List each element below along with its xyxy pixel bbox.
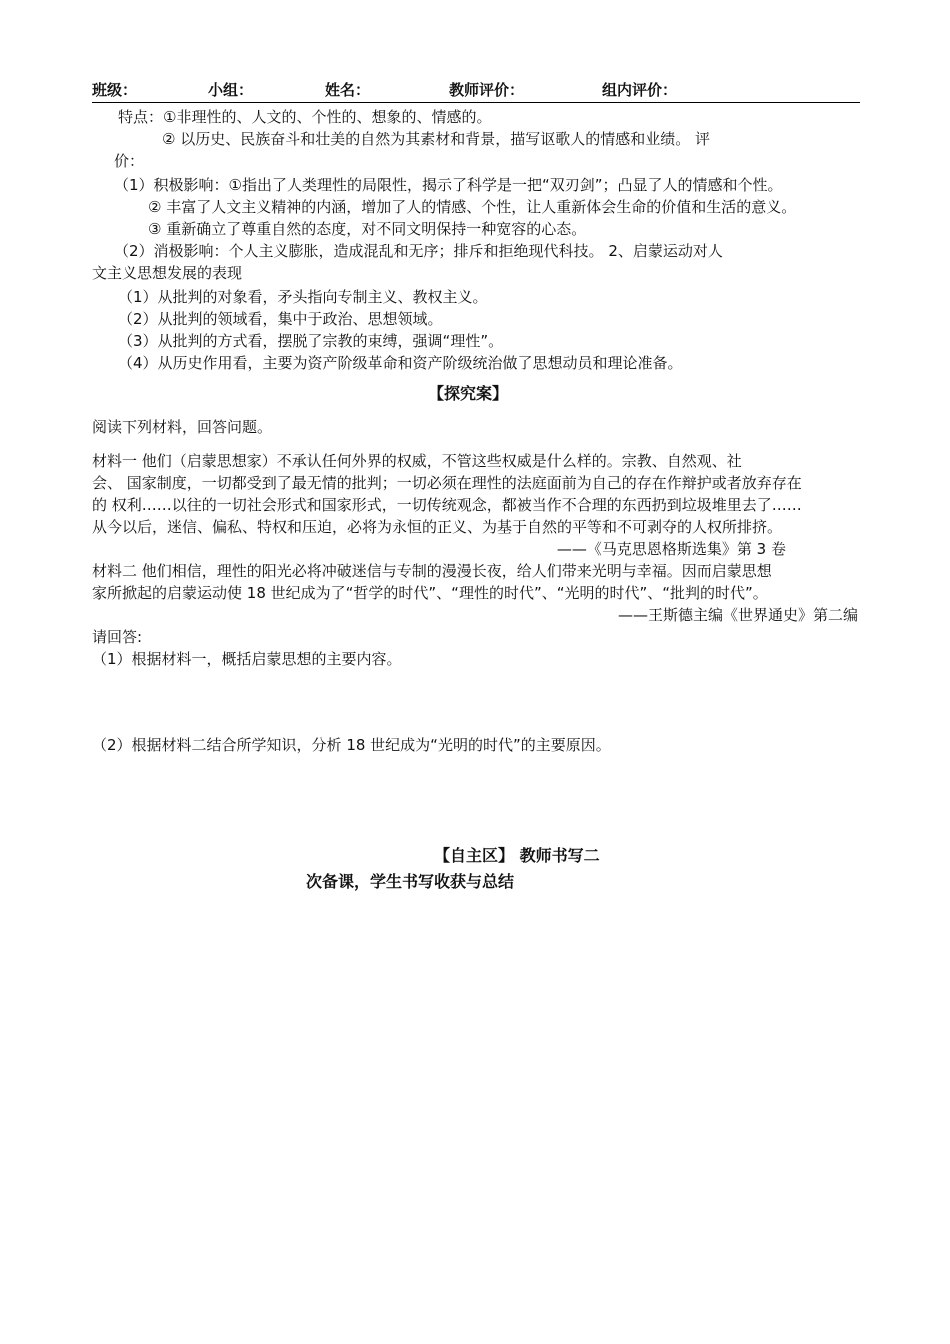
material-1-line-4: 从今以后，迷信、偏私、特权和压迫，必将为永恒的正义、为基于自然的平等和不可剥夺的人权所排挤。 (92, 518, 783, 536)
header-row (92, 80, 860, 103)
material-2-line-1: 材料二 他们相信，理性的阳光必将冲破迷信与专制的漫漫长夜，给人们带来光明与幸福。因而启蒙思想 (92, 562, 772, 580)
positive-effect-2: ② 丰富了人文主义精神的内涵，增加了人的情感、个性，让人重新体会生命的价值和生活的意义。 (148, 198, 797, 216)
enlightenment-item-1: （1）从批判的对象看，矛头指向专制主义、教权主义。 (118, 288, 488, 306)
positive-effect-3: ③ 重新确立了尊重自然的态度，对不同文明保持一种宽容的心态。 (148, 220, 587, 238)
inquiry-intro: 阅读下列材料，回答问题。 (92, 418, 273, 436)
material-1-line-3: 的 权利……以往的一切社会形式和国家形式，一切传统观念，都被当作不合理的东西扔到垃圾堆里去了…… (92, 496, 802, 514)
enlightenment-item-4: （4）从历史作用看，主要为资产阶级革命和资产阶级统治做了思想动员和理论准备。 (118, 354, 683, 372)
name-label: 姓名： (325, 81, 371, 99)
question-1: （1）根据材料一，概括启蒙思想的主要内容。 (92, 650, 402, 668)
group-label: 小组： (208, 81, 254, 99)
enlightenment-heading: 文主义思想发展的表现 (92, 264, 243, 282)
question-2: （2）根据材料二结合所学知识，分析 18 世纪成为“光明的时代”的主要原因。 (92, 736, 611, 754)
self-area-subtitle: 次备课，学生书写收获与总结 (306, 872, 515, 891)
material-1-source: ——《马克思恩格斯选集》第 3 卷 (556, 540, 786, 558)
self-area-title: 【自主区】 教师书写二 (434, 846, 600, 865)
features-line-1: 特点：①非理性的、人文的、个性的、想象的、情感的。 (118, 108, 492, 126)
answer-prompt: 请回答: (92, 628, 143, 646)
material-2-line-2: 家所掀起的启蒙运动使 18 世纪成为了“哲学的时代”、“理性的时代”、“光明的时代”、“批判的时代”。 (92, 584, 768, 602)
features-line-2: ② 以历史、民族奋斗和壮美的自然为其素材和背景，描写讴歌人的情感和业绩。 评 (162, 130, 710, 148)
material-1-line-1: 材料一 他们（启蒙思想家）不承认任何外界的权威，不管这些权威是什么样的。宗教、自然观、社 (92, 452, 742, 470)
negative-effect: （2）消极影响：个人主义膨胀，造成混乱和无序；排斥和拒绝现代科技。 2、启蒙运动对人 (114, 242, 723, 260)
inquiry-title: 【探究案】 (428, 384, 509, 403)
features-line-3: 价： (114, 152, 145, 170)
class-label: 班级： (92, 81, 138, 99)
material-2-source: ——王斯德主编《世界通史》第二编 (617, 606, 858, 624)
enlightenment-item-2: （2）从批判的领域看，集中于政治、思想领域。 (118, 310, 443, 328)
group-eval-label: 组内评价： (602, 81, 678, 99)
teacher-eval-label: 教师评价： (449, 81, 525, 99)
material-1-line-2: 会、 国家制度，一切都受到了最无情的批判；一切必须在理性的法庭面前为自己的存在作辩护或者放弃存在 (92, 474, 802, 492)
enlightenment-item-3: （3）从批判的方式看，摆脱了宗教的束缚，强调“理性”。 (118, 332, 504, 350)
positive-effect-1: （1）积极影响：①指出了人类理性的局限性，揭示了科学是一把“双刃剑”；凸显了人的情感和个性。 (114, 176, 783, 194)
